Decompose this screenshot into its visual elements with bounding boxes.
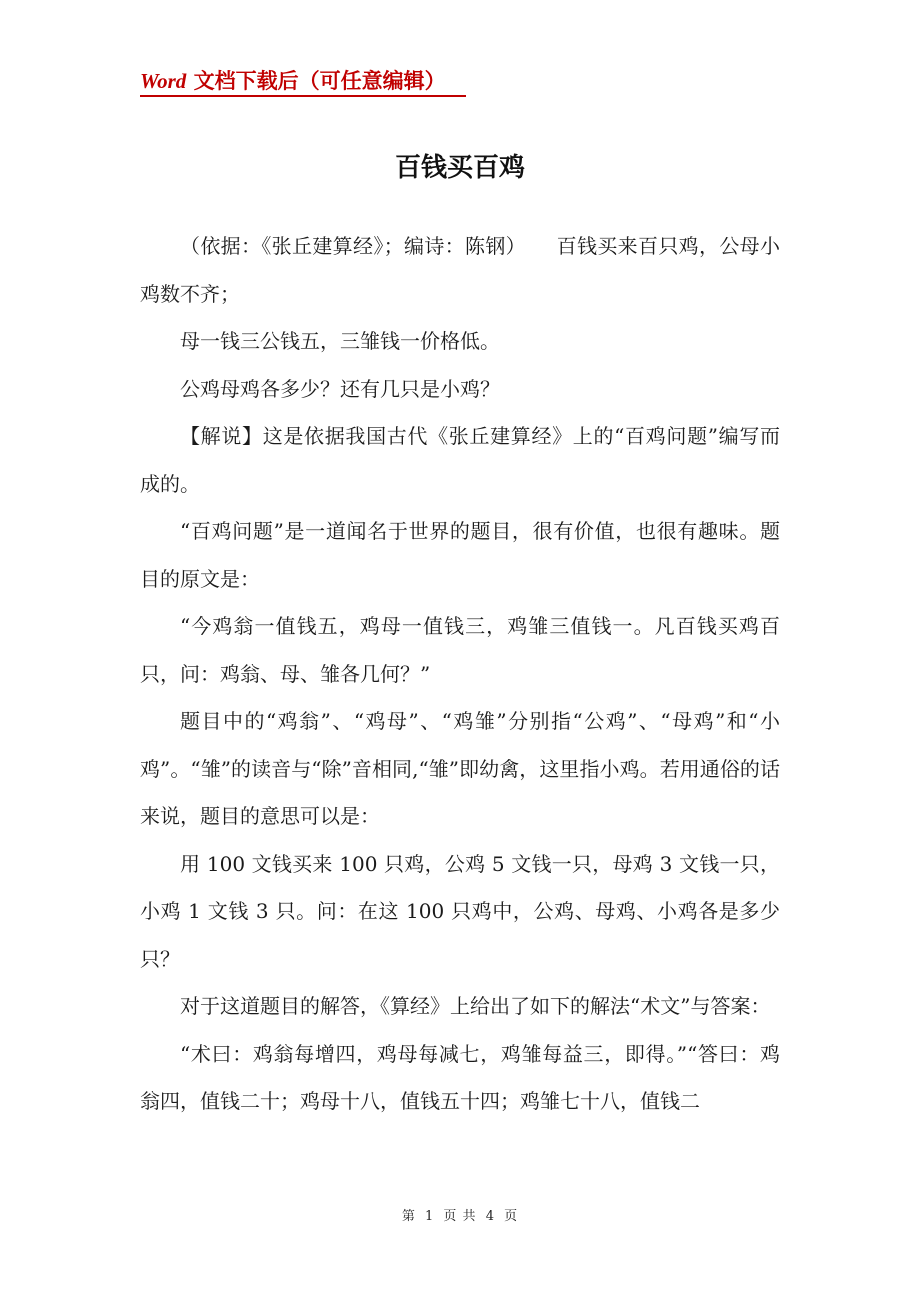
document-title: 百钱买百鸡	[394, 153, 525, 183]
banner-word: Word	[140, 69, 187, 93]
footer-middle: 页 共	[443, 1209, 477, 1224]
document-body	[140, 223, 780, 1126]
footer-prefix: 第	[401, 1209, 416, 1224]
footer-page-number: 1	[425, 1209, 435, 1224]
paragraph-1: （依据：《张丘建算经》；编诗：陈钢） 百钱买来百只鸡，公母小鸡数不齐；	[140, 234, 780, 306]
paragraph-5: “百鸡问题”是一道闻名于世界的题目，很有价值，也很有趣味。题目的原文是：	[140, 519, 780, 591]
download-banner	[140, 66, 446, 96]
banner-text: 文档下载后（可任意编辑）	[186, 69, 446, 93]
paragraph-7: 题目中的“鸡翁”、“鸡母”、“鸡雏”分别指“公鸡”、“母鸡”和“小鸡”。“雏”的读音与“除”音相同,“雏”即幼禽，这里指小鸡。若用通俗的话来说，题目的意思可以是：	[140, 709, 780, 828]
paragraph-8: 用 100 文钱买来 100 只鸡，公鸡 5 文钱一只，母鸡 3 文钱一只，小鸡 1 文钱 3 只。问：在这 100 只鸡中，公鸡、母鸡、小鸡各是多少只？	[140, 851, 780, 971]
footer-suffix: 页	[504, 1209, 519, 1224]
footer-total-pages: 4	[485, 1209, 495, 1224]
paragraph-3: 公鸡母鸡各多少？还有几只是小鸡？	[180, 376, 500, 401]
banner-underline	[140, 95, 466, 97]
paragraph-10: “术曰：鸡翁每增四，鸡母每减七，鸡雏每益三，即得。”“答曰：鸡翁四，值钱二十；鸡母十八，值钱五十四；鸡雏七十八，值钱二	[140, 1041, 780, 1113]
paragraph-4: 【解说】这是依据我国古代《张丘建算经》上的“百鸡问题”编写而成的。	[140, 424, 780, 496]
paragraph-2: 母一钱三公钱五，三雏钱一价格低。	[180, 329, 500, 353]
paragraph-6: “今鸡翁一值钱五，鸡母一值钱三，鸡雏三值钱一。凡百钱买鸡百只，问：鸡翁、母、雏各几何？”	[140, 614, 780, 686]
paragraph-9: 对于这道题目的解答，《算经》上给出了如下的解法“术文”与答案：	[180, 994, 771, 1018]
page-footer	[0, 1207, 920, 1227]
